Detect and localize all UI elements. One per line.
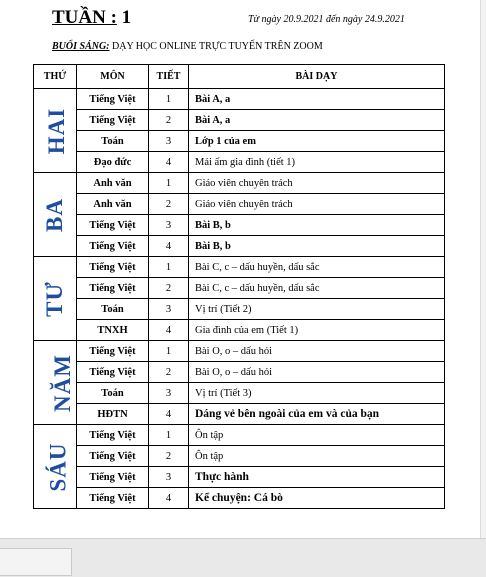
table-row xyxy=(34,152,445,173)
header-period: TIẾT xyxy=(149,65,189,89)
period-cell: 1 xyxy=(149,89,189,110)
period-cell: 1 xyxy=(149,257,189,278)
week-label: TUẦN : xyxy=(52,7,117,28)
period-cell: 1 xyxy=(149,425,189,446)
period-cell: 4 xyxy=(149,404,189,425)
subject-cell: Toán xyxy=(77,131,149,152)
subject-cell: Tiếng Việt xyxy=(77,215,149,236)
subject-cell: TNXH xyxy=(77,320,149,341)
day-cell xyxy=(34,173,77,257)
table-row xyxy=(34,299,445,320)
table-row xyxy=(34,257,445,278)
subject-cell: Tiếng Việt xyxy=(77,236,149,257)
lesson-cell: Giáo viên chuyên trách xyxy=(189,194,445,215)
table-row xyxy=(34,425,445,446)
period-cell: 4 xyxy=(149,236,189,257)
subject-cell: Anh văn xyxy=(77,194,149,215)
date-from-label: Từ ngày xyxy=(248,14,281,25)
table-row xyxy=(34,131,445,152)
week-number: 1 xyxy=(121,7,132,28)
subject-cell: Tiếng Việt xyxy=(77,467,149,488)
lesson-cell: Giáo viên chuyên trách xyxy=(189,173,445,194)
subject-cell: HĐTN xyxy=(77,404,149,425)
period-cell: 1 xyxy=(149,341,189,362)
subject-cell: Anh văn xyxy=(77,173,149,194)
subject-cell: Toán xyxy=(77,383,149,404)
table-row xyxy=(34,488,445,509)
day-label: NĂM xyxy=(49,353,75,412)
header-day: THỨ xyxy=(34,65,77,89)
period-cell: 2 xyxy=(149,446,189,467)
schedule-body xyxy=(34,89,445,509)
table-row xyxy=(34,89,445,110)
subject-cell: Tiếng Việt xyxy=(77,89,149,110)
week-heading xyxy=(52,7,131,29)
table-row xyxy=(34,320,445,341)
lesson-cell: Vị trí (Tiết 2) xyxy=(189,299,445,320)
lesson-cell: Lớp 1 của em xyxy=(189,131,445,152)
table-row xyxy=(34,383,445,404)
day-cell xyxy=(34,341,77,425)
period-cell: 2 xyxy=(149,278,189,299)
subject-cell: Tiếng Việt xyxy=(77,341,149,362)
day-cell xyxy=(34,89,77,173)
header-lesson: BÀI DẠY xyxy=(189,65,445,89)
table-row xyxy=(34,215,445,236)
lesson-cell: Bài B, b xyxy=(189,215,445,236)
schedule-table xyxy=(33,64,445,509)
lesson-cell: Vị trí (Tiết 3) xyxy=(189,383,445,404)
subject-cell: Tiếng Việt xyxy=(77,425,149,446)
period-cell: 1 xyxy=(149,173,189,194)
lesson-cell: Ôn tập xyxy=(189,446,445,467)
table-row xyxy=(34,278,445,299)
table-row xyxy=(34,362,445,383)
period-cell: 2 xyxy=(149,362,189,383)
lesson-cell: Bài A, a xyxy=(189,89,445,110)
table-row xyxy=(34,404,445,425)
bottom-bar xyxy=(0,538,486,577)
day-label: TƯ xyxy=(42,280,67,317)
period-cell: 2 xyxy=(149,194,189,215)
day-label: BA xyxy=(41,197,67,232)
period-cell: 4 xyxy=(149,488,189,509)
table-row xyxy=(34,446,445,467)
table-row xyxy=(34,236,445,257)
table-row xyxy=(34,341,445,362)
subject-cell: Toán xyxy=(77,299,149,320)
header-subject: MÔN xyxy=(77,65,149,89)
lesson-cell: Bài O, o – dấu hỏi xyxy=(189,362,445,383)
day-label: SÁU xyxy=(45,441,71,492)
lesson-cell: Bài O, o – dấu hỏi xyxy=(189,341,445,362)
subject-cell: Tiếng Việt xyxy=(77,488,149,509)
session-text: DẠY HỌC ONLINE TRỰC TUYẾN TRÊN ZOOM xyxy=(112,41,323,52)
subject-cell: Tiếng Việt xyxy=(77,446,149,467)
period-cell: 3 xyxy=(149,383,189,404)
session-label: BUỔI SÁNG: xyxy=(52,41,110,52)
lesson-cell: Thực hành xyxy=(189,467,445,488)
date-from: 20.9.2021 xyxy=(283,14,324,25)
date-range xyxy=(248,14,405,25)
date-to: 24.9.2021 xyxy=(364,14,405,25)
session-line xyxy=(52,41,323,52)
page-right-edge xyxy=(480,0,486,538)
subject-cell: Tiếng Việt xyxy=(77,362,149,383)
day-cell xyxy=(34,425,77,509)
table-row xyxy=(34,194,445,215)
period-cell: 3 xyxy=(149,467,189,488)
status-box xyxy=(0,548,72,576)
period-cell: 3 xyxy=(149,131,189,152)
lesson-cell: Bài C, c – dấu huyền, dấu sắc xyxy=(189,278,445,299)
lesson-cell: Mái ấm gia đình (tiết 1) xyxy=(189,152,445,173)
lesson-cell: Bài B, b xyxy=(189,236,445,257)
lesson-cell: Kể chuyện: Cá bò xyxy=(189,488,445,509)
date-to-label: đến ngày xyxy=(325,14,363,25)
subject-cell: Tiếng Việt xyxy=(77,278,149,299)
subject-cell: Tiếng Việt xyxy=(77,257,149,278)
period-cell: 3 xyxy=(149,215,189,236)
lesson-cell: Dáng vẻ bên ngoài của em và của bạn xyxy=(189,404,445,425)
day-label: HAI xyxy=(44,107,70,154)
lesson-cell: Ôn tập xyxy=(189,425,445,446)
lesson-cell: Bài A, a xyxy=(189,110,445,131)
subject-cell: Đạo đức xyxy=(77,152,149,173)
table-row xyxy=(34,467,445,488)
lesson-cell: Gia đình của em (Tiết 1) xyxy=(189,320,445,341)
table-row xyxy=(34,173,445,194)
day-cell xyxy=(34,257,77,341)
table-header-row xyxy=(34,65,445,89)
lesson-cell: Bài C, c – dấu huyền, dấu sắc xyxy=(189,257,445,278)
period-cell: 2 xyxy=(149,110,189,131)
period-cell: 3 xyxy=(149,299,189,320)
table-row xyxy=(34,110,445,131)
subject-cell: Tiếng Việt xyxy=(77,110,149,131)
period-cell: 4 xyxy=(149,152,189,173)
period-cell: 4 xyxy=(149,320,189,341)
